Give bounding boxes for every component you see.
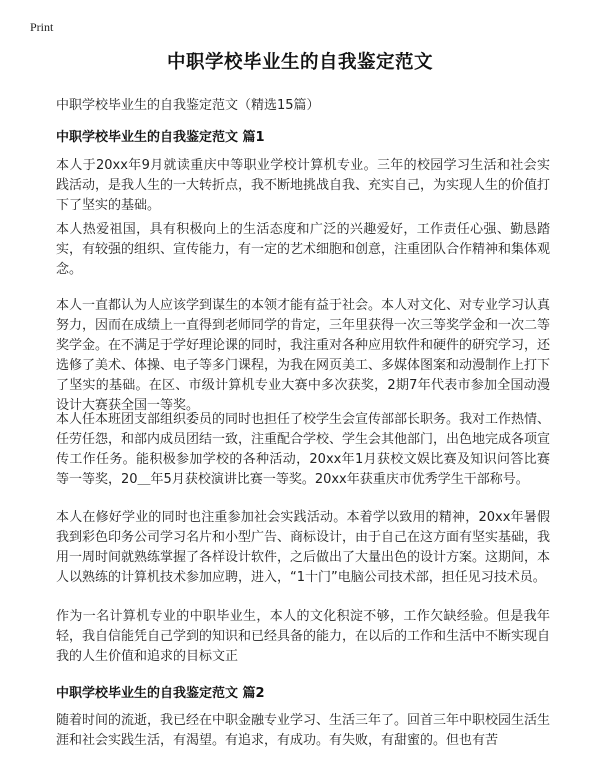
paragraph: 本人一直都认为人应该学到谋生的本领才能有益于社会。本人对文化、对专业学习认真努力，因而在成绩上一直得到老师同学的肯定，三年里获得一次三等奖学金和一次二等奖学金。在不满足于学好理论课的同时，我注重对各种应用软件和硬件的研究学习，还选修了美术、体操、电子等多门课程，为我在网页美工、多媒体图案和动漫制作上打下了坚实的基础。在区、市级计算机专业大赛中多次获奖，2期7年代表市参加全国动漫设计大赛获全国一等奖。 bbox=[56, 298, 551, 413]
print-link[interactable]: Print bbox=[30, 20, 54, 34]
paragraph: 作为一名计算机专业的中职毕业生，本人的文化积淀不够，工作欠缺经验。但是我年轻，我自信能凭自己学到的知识和已经具备的能力，在以后的工作和生活中不断实现自我的人生价值和追求的目标文正 bbox=[56, 609, 551, 664]
section-heading-1: 中职学校毕业生的自我鉴定范文 篇1 bbox=[56, 130, 265, 145]
paragraph: 本人任本班团支部组织委员的同时也担任了校学生会宣传部部长职务。我对工作热情、任劳任怨，和部内成员团结一致，注重配合学校、学生会其他部门，出色地完成各项宣传工作任务。能积极参加学校的各种活动，20xx年1月获校文娱比赛及知识问答比赛等一等奖，20＿年5月获校演讲比赛一等奖。20xx年获重庆市优秀学生干部称号。 bbox=[56, 412, 551, 487]
paragraph: 本人在修好学业的同时也注重参加社会实践活动。本着学以致用的精神，20xx年暑假我到彩色印务公司学习名片和小型广告、商标设计，由于自己在这方面有坚实基础，我用一周时间就熟练掌握了各样设计软件，之后做出了大量出色的设计方案。这期间，本人以熟练的计算机技术参加应聘，进入，“1十门”电脑公司技术部，担任见习技术员。 bbox=[56, 510, 551, 585]
paragraph: 随着时间的流逝，我已经在中职金融专业学习、生活三年了。回首三年中职校园生活生涯和社会实践生活，有渴望。有追求，有成功。有失败，有甜蜜的。但也有苦 bbox=[56, 713, 551, 748]
document-subtitle: 中职学校毕业生的自我鉴定范文（精选15篇） bbox=[56, 98, 320, 113]
document-title: 中职学校毕业生的自我鉴定范文 bbox=[166, 52, 433, 73]
paragraph: 本人热爱祖国，具有积极向上的生活态度和广泛的兴趣爱好，工作责任心强、勤恳踏实，有较强的组织、宣传能力，有一定的艺术细胞和创意，注重团队合作精神和集体观念。 bbox=[56, 222, 551, 277]
section-heading-2: 中职学校毕业生的自我鉴定范文 篇2 bbox=[56, 686, 265, 701]
paragraph: 本人于20xx年9月就读重庆中等职业学校计算机专业。三年的校园学习生活和社会实践活动，是我人生的一大转折点，我不断地挑战自我、充实自己，为实现人生的价值打下了坚实的基础。 bbox=[56, 158, 551, 213]
